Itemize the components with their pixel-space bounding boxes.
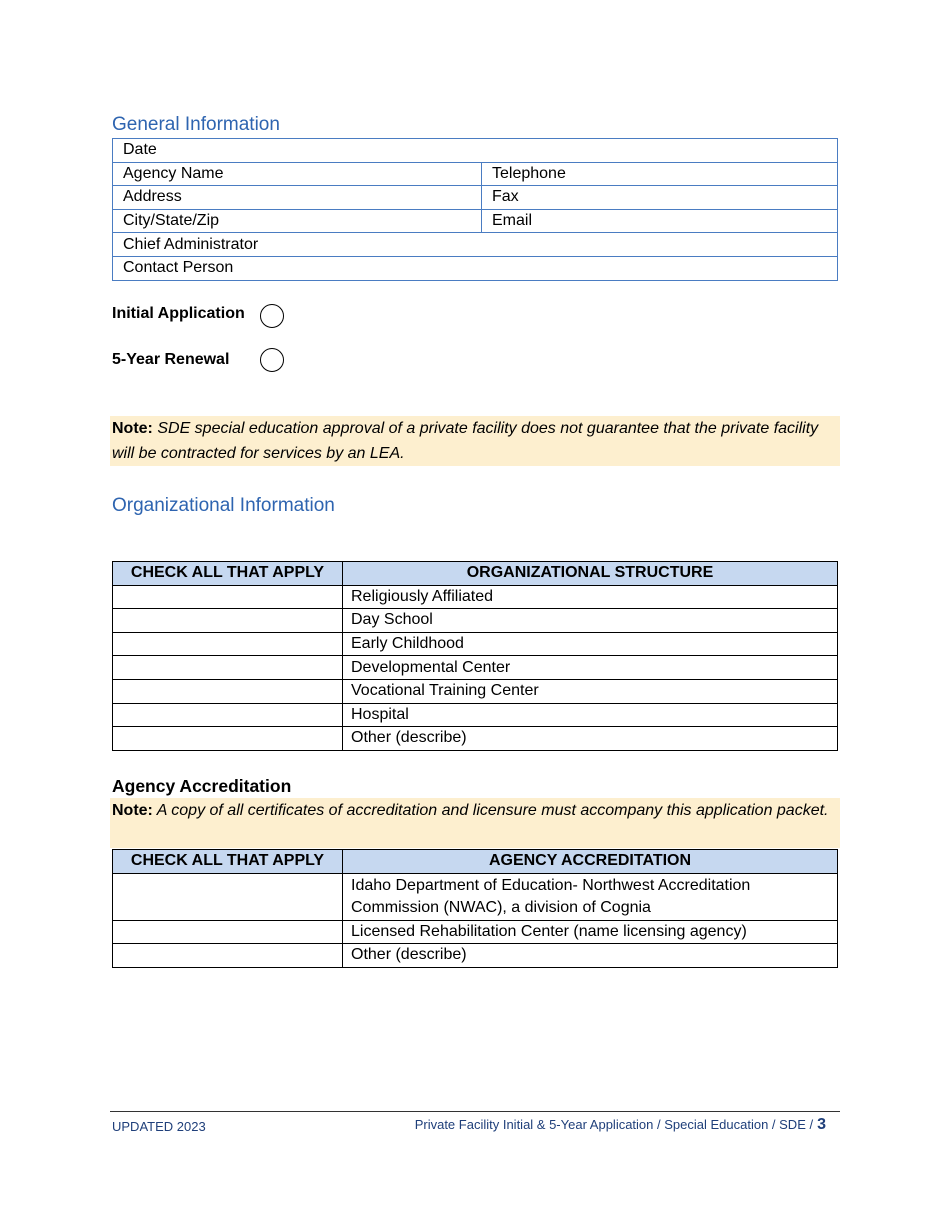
table-row bbox=[113, 139, 838, 163]
email-field[interactable]: Email bbox=[482, 209, 838, 233]
accreditation-item: Other (describe) bbox=[343, 944, 838, 968]
agency-name-field[interactable]: Agency Name bbox=[113, 162, 482, 186]
check-cell[interactable] bbox=[113, 703, 343, 727]
city-state-zip-field[interactable]: City/State/Zip bbox=[113, 209, 482, 233]
check-cell[interactable] bbox=[113, 679, 343, 703]
check-cell[interactable] bbox=[113, 656, 343, 680]
footer-document-title bbox=[415, 1116, 826, 1134]
table-header-row bbox=[113, 562, 838, 586]
date-field[interactable]: Date bbox=[113, 139, 838, 163]
table-row bbox=[113, 233, 838, 257]
check-cell[interactable] bbox=[113, 873, 343, 920]
table-row bbox=[113, 703, 838, 727]
organizational-information-title: Organizational Information bbox=[112, 495, 335, 516]
renewal-radio[interactable] bbox=[260, 348, 284, 372]
check-all-header: CHECK ALL THAT APPLY bbox=[113, 562, 343, 586]
structure-item: Early Childhood bbox=[343, 632, 838, 656]
table-row bbox=[113, 585, 838, 609]
check-cell[interactable] bbox=[113, 609, 343, 633]
initial-application-label: Initial Application bbox=[112, 305, 245, 322]
table-row bbox=[113, 609, 838, 633]
table-row bbox=[113, 920, 838, 944]
chief-administrator-field[interactable]: Chief Administrator bbox=[113, 233, 838, 257]
accreditation-note bbox=[110, 798, 840, 848]
table-row bbox=[113, 727, 838, 751]
table-row bbox=[113, 873, 838, 920]
note-text: A copy of all certificates of accreditation and licensure must accompany this application packet. bbox=[152, 802, 829, 819]
initial-application-radio[interactable] bbox=[260, 304, 284, 328]
note-label: Note: bbox=[112, 802, 153, 819]
fax-field[interactable]: Fax bbox=[482, 186, 838, 210]
contact-person-field[interactable]: Contact Person bbox=[113, 256, 838, 280]
table-row bbox=[113, 679, 838, 703]
agency-accreditation-table bbox=[112, 849, 838, 968]
table-row bbox=[113, 944, 838, 968]
structure-item: Vocational Training Center bbox=[343, 679, 838, 703]
table-row bbox=[113, 656, 838, 680]
agency-accreditation-header: AGENCY ACCREDITATION bbox=[343, 850, 838, 874]
note-text: SDE special education approval of a private facility does not guarantee that the private facility will be contracted for services by an LEA. bbox=[112, 420, 819, 462]
table-row bbox=[113, 632, 838, 656]
renewal-label: 5-Year Renewal bbox=[112, 351, 230, 368]
check-cell[interactable] bbox=[113, 727, 343, 751]
agency-accreditation-title: Agency Accreditation bbox=[112, 776, 292, 796]
check-cell[interactable] bbox=[113, 920, 343, 944]
structure-item: Religiously Affiliated bbox=[343, 585, 838, 609]
accreditation-item: Idaho Department of Education- Northwest Accreditation Commission (NWAC), a division of Cognia bbox=[343, 873, 838, 920]
accreditation-item: Licensed Rehabilitation Center (name licensing agency) bbox=[343, 920, 838, 944]
table-header-row bbox=[113, 850, 838, 874]
footer-updated: UPDATED 2023 bbox=[112, 1119, 206, 1134]
address-field[interactable]: Address bbox=[113, 186, 482, 210]
structure-item: Other (describe) bbox=[343, 727, 838, 751]
table-row bbox=[113, 186, 838, 210]
structure-item: Day School bbox=[343, 609, 838, 633]
check-all-header: CHECK ALL THAT APPLY bbox=[113, 850, 343, 874]
organizational-structure-header: ORGANIZATIONAL STRUCTURE bbox=[343, 562, 838, 586]
note-label: Note: bbox=[112, 420, 153, 437]
structure-item: Hospital bbox=[343, 703, 838, 727]
telephone-field[interactable]: Telephone bbox=[482, 162, 838, 186]
page-number: 3 bbox=[817, 1116, 826, 1133]
table-row bbox=[113, 209, 838, 233]
organizational-structure-table bbox=[112, 561, 838, 751]
check-cell[interactable] bbox=[113, 944, 343, 968]
general-information-title: General Information bbox=[112, 114, 280, 135]
table-row bbox=[113, 162, 838, 186]
check-cell[interactable] bbox=[113, 585, 343, 609]
table-row bbox=[113, 256, 838, 280]
approval-note bbox=[110, 416, 840, 466]
footer-title-text: Private Facility Initial & 5-Year Application / Special Education / SDE / bbox=[414, 1117, 814, 1132]
structure-item: Developmental Center bbox=[343, 656, 838, 680]
general-information-table bbox=[112, 138, 838, 281]
footer-divider bbox=[110, 1111, 840, 1112]
check-cell[interactable] bbox=[113, 632, 343, 656]
